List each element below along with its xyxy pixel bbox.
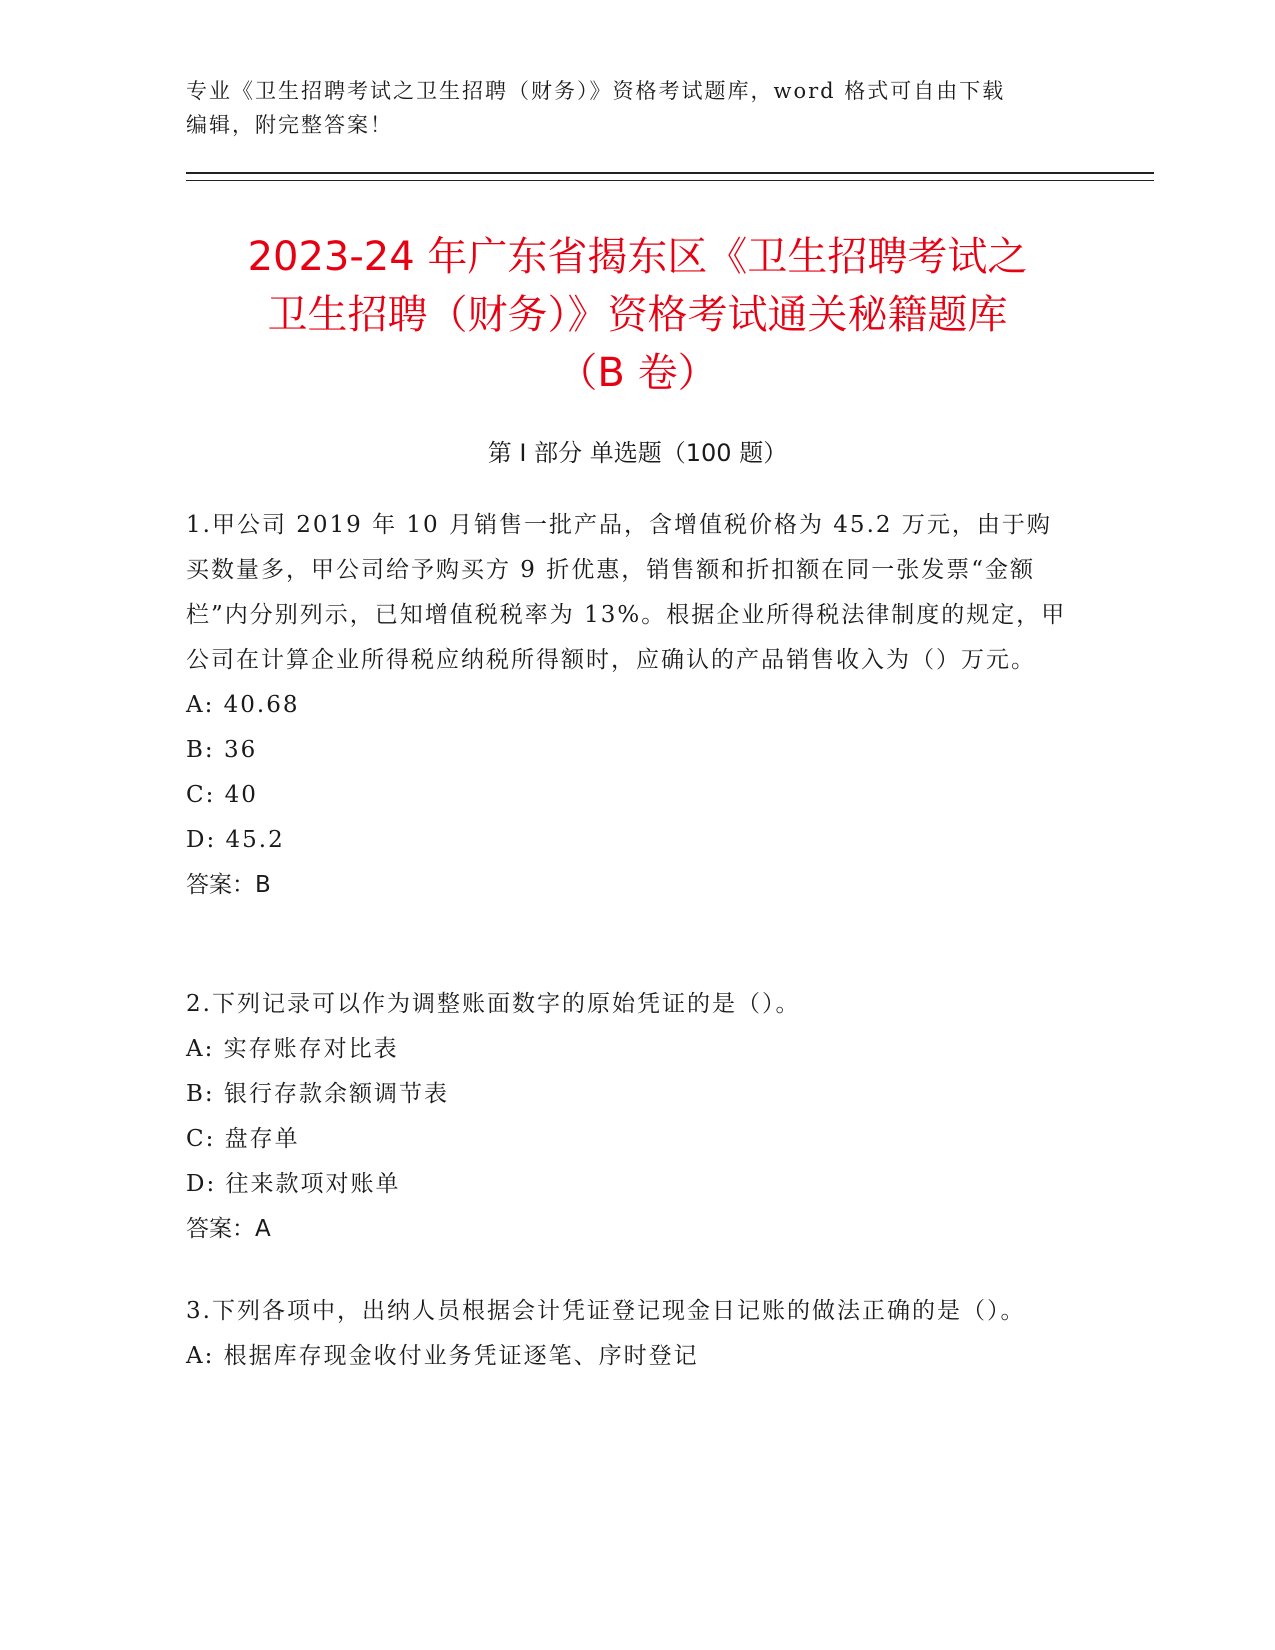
document-title	[170, 228, 1105, 402]
question-2	[186, 982, 1076, 1252]
header-note	[186, 74, 1086, 142]
document-title-line-2: 卫生招聘（财务）》资格考试通关秘籍题库	[267, 292, 1008, 338]
document-title-line-3: （B 卷）	[557, 350, 718, 396]
document-title-line-1: 2023-24 年广东省揭东区《卫生招聘考试之	[247, 234, 1028, 280]
option-c: C: 40	[186, 782, 258, 808]
option-d: D: 往来款项对账单	[186, 1171, 401, 1197]
option-b: B: 36	[186, 737, 258, 763]
question-stem: 1.甲公司 2019 年 10 月销售一批产品，含增值税价格为 45.2 万元，由于购买数量多，甲公司给予购买方 9 折优惠，销售额和折扣额在同一张发票“金额栏”内分别列示，已知增值税税率为 13%。根据企业所得税法律制度的规定，甲公司在计算企业所得税应纳税所得额时，应确认的产品销售收入为（）万元。	[186, 512, 1067, 673]
question-3	[186, 1289, 1076, 1379]
option-a: A: 实存账存对比表	[186, 1036, 399, 1062]
answer: 答案：A	[186, 1216, 271, 1242]
section-title: 第 I 部分 单选题（100 题）	[487, 439, 788, 467]
question-stem: 3.下列各项中，出纳人员根据会计凭证登记现金日记账的做法正确的是（）。	[186, 1298, 1026, 1324]
question-stem: 2.下列记录可以作为调整账面数字的原始凭证的是（）。	[186, 991, 801, 1017]
option-a: A: 根据库存现金收付业务凭证逐笔、序时登记	[186, 1343, 699, 1369]
header-note-line-2: 编辑，附完整答案！	[186, 113, 393, 137]
answer: 答案：B	[186, 872, 271, 898]
header-divider-thick	[186, 172, 1154, 174]
option-b: B: 银行存款余额调节表	[186, 1081, 449, 1107]
option-c: C: 盘存单	[186, 1126, 300, 1152]
header-note-line-1: 专业《卫生招聘考试之卫生招聘（财务）》资格考试题库，word 格式可自由下载	[186, 79, 1006, 103]
option-d: D: 45.2	[186, 827, 285, 853]
option-a: A: 40.68	[186, 692, 300, 718]
header-divider-thin	[186, 180, 1154, 181]
question-1	[186, 503, 1076, 908]
